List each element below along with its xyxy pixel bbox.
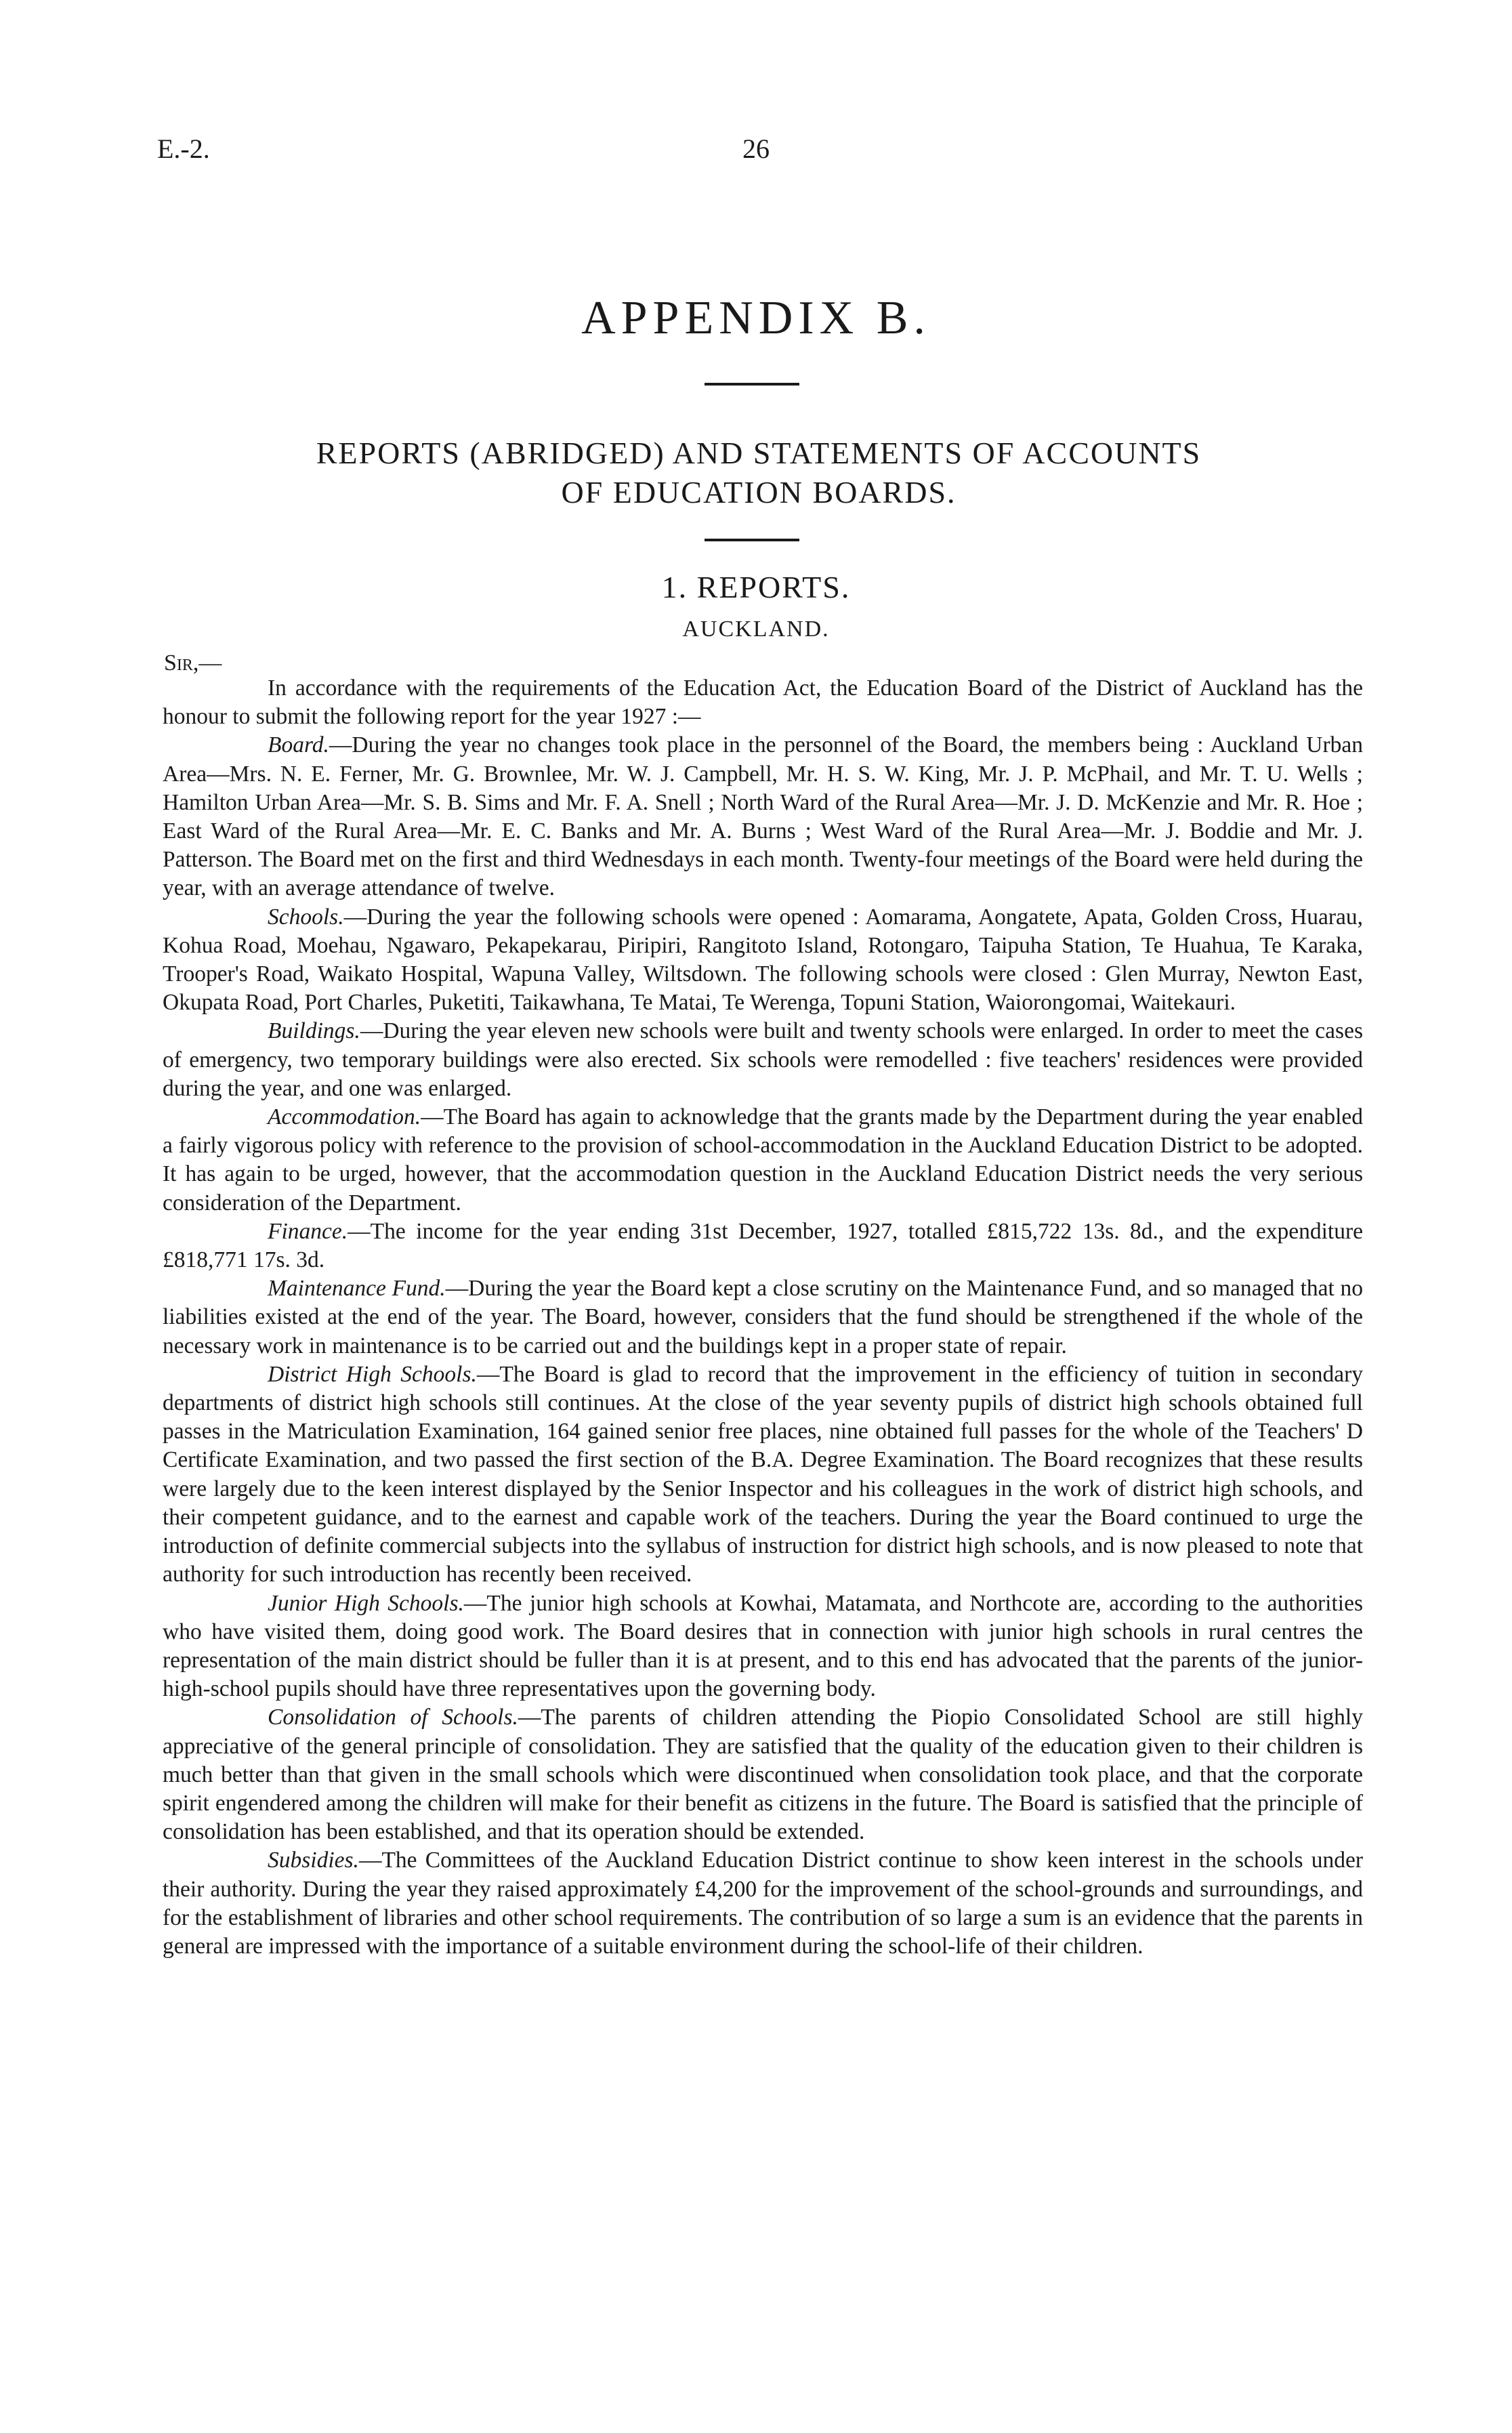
paragraph-text: —The Board has again to acknowledge that the grants made by the Department during the year enabled a fairly vigorous policy with reference to the provision of school-accommodation in the Auckland Education District to be adopted. It has again to be urged, however, that the accommodation question in the Auckland Education District needs the very serious consideration of the Department. (163, 1104, 1363, 1215)
report-subtitle (257, 434, 1260, 512)
paragraph-text: —During the year no changes took place in the personnel of the Board, the members being : Auckland Urban Area—Mrs. N. E. Ferner, Mr. G. Brownlee, Mr. W. J. Campbell, Mr. H. S. W. King, Mr. J. P. McPhail, and Mr. T. U. Wells ; Hamilton Urban Area—Mr. S. B. Sims and Mr. F. A. Snell ; North Ward of the Rural Area—Mr. J. D. McKenzie and Mr. R. Hoe ; East Ward of the Rural Area—Mr. E. C. Banks and Mr. A. Burns ; West Ward of the Rural Area—Mr. J. Boddie and Mr. J. Patterson. The Board met on the first and third Wednesdays in each month. Twenty-four meetings of the Board were held during the year, with an average attendance of twelve. (163, 732, 1363, 901)
report-body (163, 674, 1363, 1961)
section-heading: 1. REPORTS. (661, 570, 851, 604)
paragraph-text: —The income for the year ending 31st December, 1927, totalled £815,722 13s. 8d., and the expenditure £818,771 17s. 3d. (163, 1218, 1363, 1273)
subtitle-line-1: REPORTS (ABRIDGED) AND STATEMENTS OF ACCOUNTS (316, 436, 1202, 470)
paragraph-district-high-schools (163, 1360, 1363, 1589)
paragraph-text: —The junior high schools at Kowhai, Matamata, and Northcote are, according to the authorities who have visited them, doing good work. The Board desires that in connection with junior high schools in rural centres the representation of the main district should be fuller than it is at present, and to this end has advocated that the parents of the junior-high-school pupils should have three representatives upon the governing body. (163, 1590, 1363, 1702)
paragraph-heading: Schools. (268, 904, 344, 930)
paragraph-text: —The parents of children attending the Piopio Consolidated School are still highly appreciative of the general principle of consolidation. They are satisfied that the quality of the education given to their children is much better than that given in the small schools which were discontinued when consolidation took place, and that the corporate spirit engendered among the children will make for their benefit as citizens in the future. The Board is satisfied that the principle of consolidation has been established, and that its operation should be extended. (163, 1705, 1363, 1845)
paragraph-heading: Consolidation of Schools. (268, 1705, 518, 1730)
paragraph-accommodation (163, 1103, 1363, 1218)
subtitle-line-2: OF EDUCATION BOARDS. (561, 475, 957, 510)
paragraph-finance (163, 1218, 1363, 1274)
salutation: Sir,— (164, 650, 222, 675)
paragraph-subsidies (163, 1846, 1363, 1961)
paragraph-heading: Board. (268, 732, 329, 758)
intro-paragraph: In accordance with the requirements of the Education Act, the Education Board of the District of Auckland has the honour to submit the following report for the year 1927 :— (163, 675, 1363, 730)
paragraph-heading: Junior High Schools. (268, 1590, 464, 1616)
running-head (0, 133, 1512, 173)
paragraph-text: —During the year the Board kept a close scrutiny on the Maintenance Fund, and so managed that no liabilities existed at the end of the year. The Board, however, considers that the fund should be strengthened if the whole of the necessary work in maintenance is to be carried out and the buildings kept in a proper state of repair. (163, 1276, 1364, 1358)
paragraph-buildings (163, 1017, 1363, 1103)
paragraph-board (163, 731, 1363, 902)
paragraph-heading: Buildings. (268, 1018, 360, 1044)
paragraph-heading: Maintenance Fund. (268, 1276, 446, 1302)
paragraph-text: —During the year eleven new schools were built and twenty schools were enlarged. In order to meet the cases of emergency, two temporary buildings were also erected. Six schools were remodelled : five teachers' residences were provided during the year, and one was enlarged. (163, 1018, 1363, 1101)
paragraph-consolidation (163, 1703, 1363, 1846)
region-heading: AUCKLAND. (682, 617, 830, 642)
subtitle-divider (705, 539, 799, 541)
paragraph-junior-high-schools (163, 1589, 1363, 1704)
page-number: 26 (742, 133, 770, 164)
appendix-title: APPENDIX B. (581, 292, 931, 344)
paragraph-text: —The Board is glad to record that the improvement in the efficiency of tuition in secondary departments of district high schools still continues. At the close of the year seventy pupils of district high schools obtained full passes in the Matriculation Examination, 164 gained senior free places, nine obtained full passes for the whole of the Teachers' D Certificate Examination, and two passed the first section of the B.A. Degree Examination. The Board recognizes that these results were largely due to the keen interest displayed by the Senior Inspector and his colleagues in the work of district high schools, and their competent guidance, and to the earnest and capable work of the teachers. During the year the Board continued to urge the introduction of definite commercial subjects into the syllabus of instruction for district high schools, and is now pleased to note that authority for such introduction has recently been received. (163, 1361, 1363, 1587)
paragraph-heading: Accommodation. (268, 1104, 421, 1130)
paragraph-schools (163, 903, 1363, 1018)
paragraph-heading: District High Schools. (268, 1361, 477, 1387)
paragraph-heading: Subsidies. (268, 1848, 359, 1873)
paragraph-heading: Finance. (268, 1218, 348, 1244)
title-divider (705, 383, 799, 386)
paragraph-text: —The Committees of the Auckland Education District continue to show keen interest in the schools under their authority. During the year they raised approximately £4,200 for the improvement of the school-grounds and surroundings, and for the establishment of libraries and other school requirements. The contribution of so large a sum is an evidence that the parents in general are impressed with the importance of a suitable environment during the school-life of their children. (163, 1848, 1363, 1959)
paragraph-maintenance-fund (163, 1274, 1363, 1360)
document-code: E.-2. (157, 133, 210, 164)
paragraph-text: —During the year the following schools were opened : Aomarama, Aongatete, Apata, Golden Cross, Huarau, Kohua Road, Moehau, Ngawaro, Pekapekarau, Piripiri, Rangitoto Island, Rotongaro, Taipuha Station, Te Huahua, Te Karaka, Trooper's Road, Waikato Hospital, Wapuna Valley, Wiltsdown. The following schools were closed : Glen Murray, Newton East, Okupata Road, Port Charles, Puketiti, Taikawhana, Te Matai, Te Werenga, Topuni Station, Waiorongomai, Waitekauri. (163, 904, 1363, 1016)
